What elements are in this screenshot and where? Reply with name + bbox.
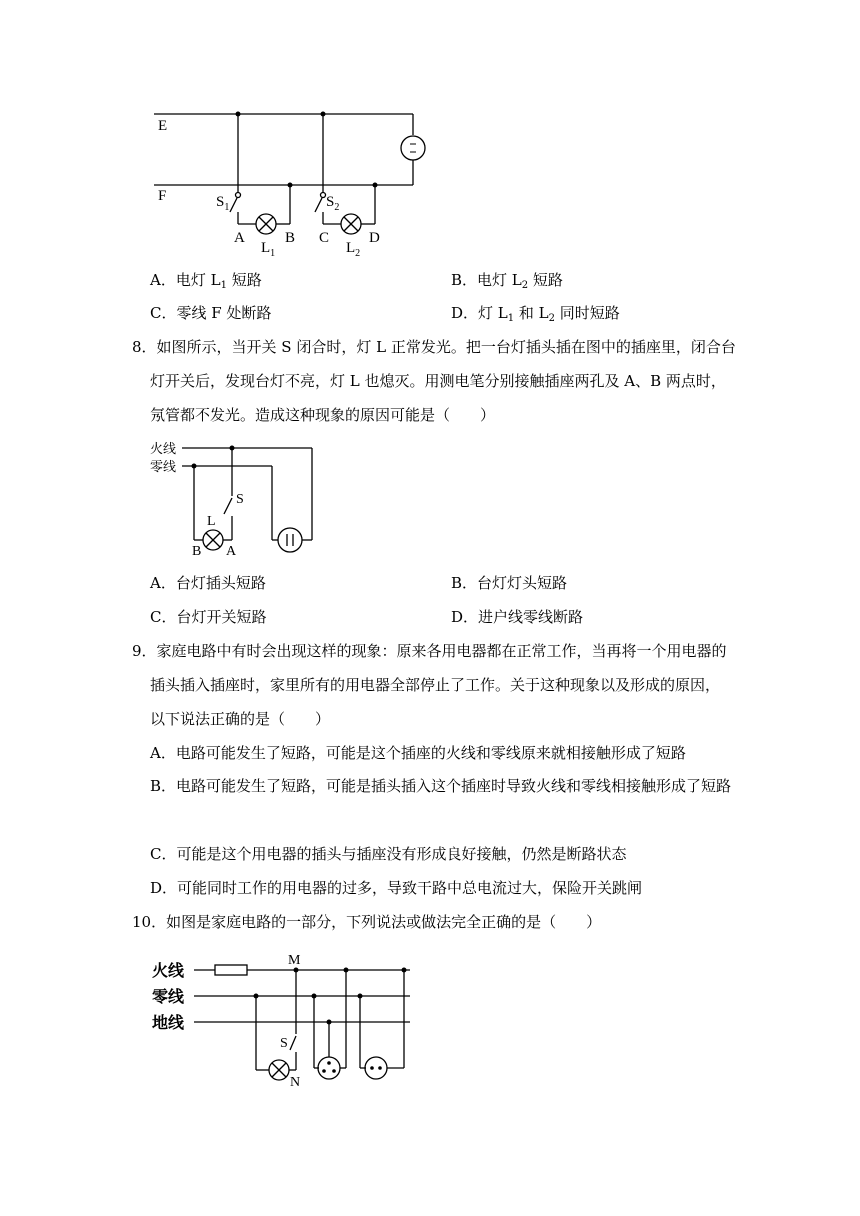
label-a: A [234,230,245,246]
q9-option-a[interactable]: A．电路可能发生了短路，可能是这个插座的火线和零线原来就相接触形成了短路 [150,744,686,762]
q8-stem-line-2: 灯开关后，发现台灯不亮，灯 L 也熄灭。用测电笔分别接触插座两孔及 A、B 两点时， [150,372,726,390]
q9-stem-line-3: 以下说法正确的是（ ） [150,710,331,728]
label-s: S [280,1036,288,1051]
label-s1: $S_1$ [216,194,230,213]
label-d: D [369,230,380,246]
q7-option-b[interactable]: B．电灯 $L_2$ 短路 [451,271,563,291]
label-b: B [192,544,202,559]
q9-stem-line-1: 9．家庭电路中有时会出现这样的现象：原来各用电器都在正常工作，当再将一个用电器的 [132,642,727,660]
label-l2: $L_2$ [346,240,361,259]
q9-option-c[interactable]: C．可能是这个用电器的插头与插座没有形成良好接触，仍然是断路状态 [150,845,627,863]
label-s2: $S_2$ [326,194,340,213]
label-m: M [288,953,301,968]
label-live: 火线 [150,442,177,457]
q9-option-b[interactable]: B．电路可能发生了短路，可能是插头插入这个插座时导致火线和零线相接触形成了短路 [150,777,732,795]
label-b: B [285,230,296,246]
q8-option-b[interactable]: B．台灯灯头短路 [451,574,568,592]
label-live: 火线 [152,961,185,980]
label-n: N [290,1075,301,1088]
label-neutral: 零线 [150,460,177,475]
label-ground: 地线 [152,1013,185,1032]
q8-circuit-figure [148,436,328,562]
q10-circuit-figure [148,948,418,1088]
label-neutral: 零线 [152,987,185,1006]
q8-option-c[interactable]: C．台灯开关短路 [150,608,267,626]
label-l1: $L_1$ [261,240,276,259]
q7-option-a[interactable]: A．电灯 $L_1$ 短路 [150,271,262,291]
label-l: L [207,514,216,529]
q9-option-d[interactable]: D．可能同时工作的用电器的过多，导致干路中总电流过大，保险开关跳闸 [150,879,643,897]
q7-option-d[interactable]: D．灯 $L_1$ 和 $L_2$ 同时短路 [451,304,620,324]
q8-option-a[interactable]: A．台灯插头短路 [150,574,266,592]
label-e: E [158,118,168,134]
q8-option-d[interactable]: D．进户线零线断路 [451,608,584,626]
q7-option-c[interactable]: C．零线 F 处断路 [150,304,272,322]
q7-circuit-figure [140,100,440,260]
label-c: C [319,230,330,246]
label-s: S [236,492,244,507]
q10-stem-line-1: 10．如图是家庭电路的一部分，下列说法或做法完全正确的是（ ） [132,913,602,931]
q9-stem-line-2: 插头插入插座时，家里所有的用电器全部停止了工作。关于这种现象以及形成的原因， [150,676,721,694]
q8-stem-line-1: 8．如图所示，当开关 S 闭合时，灯 L 正常发光。把一台灯插头插在图中的插座里，闭合台 [132,338,736,356]
label-a: A [226,544,237,559]
label-f: F [158,188,167,204]
q8-stem-line-3: 氖管都不发光。造成这种现象的原因可能是（ ） [150,406,496,424]
